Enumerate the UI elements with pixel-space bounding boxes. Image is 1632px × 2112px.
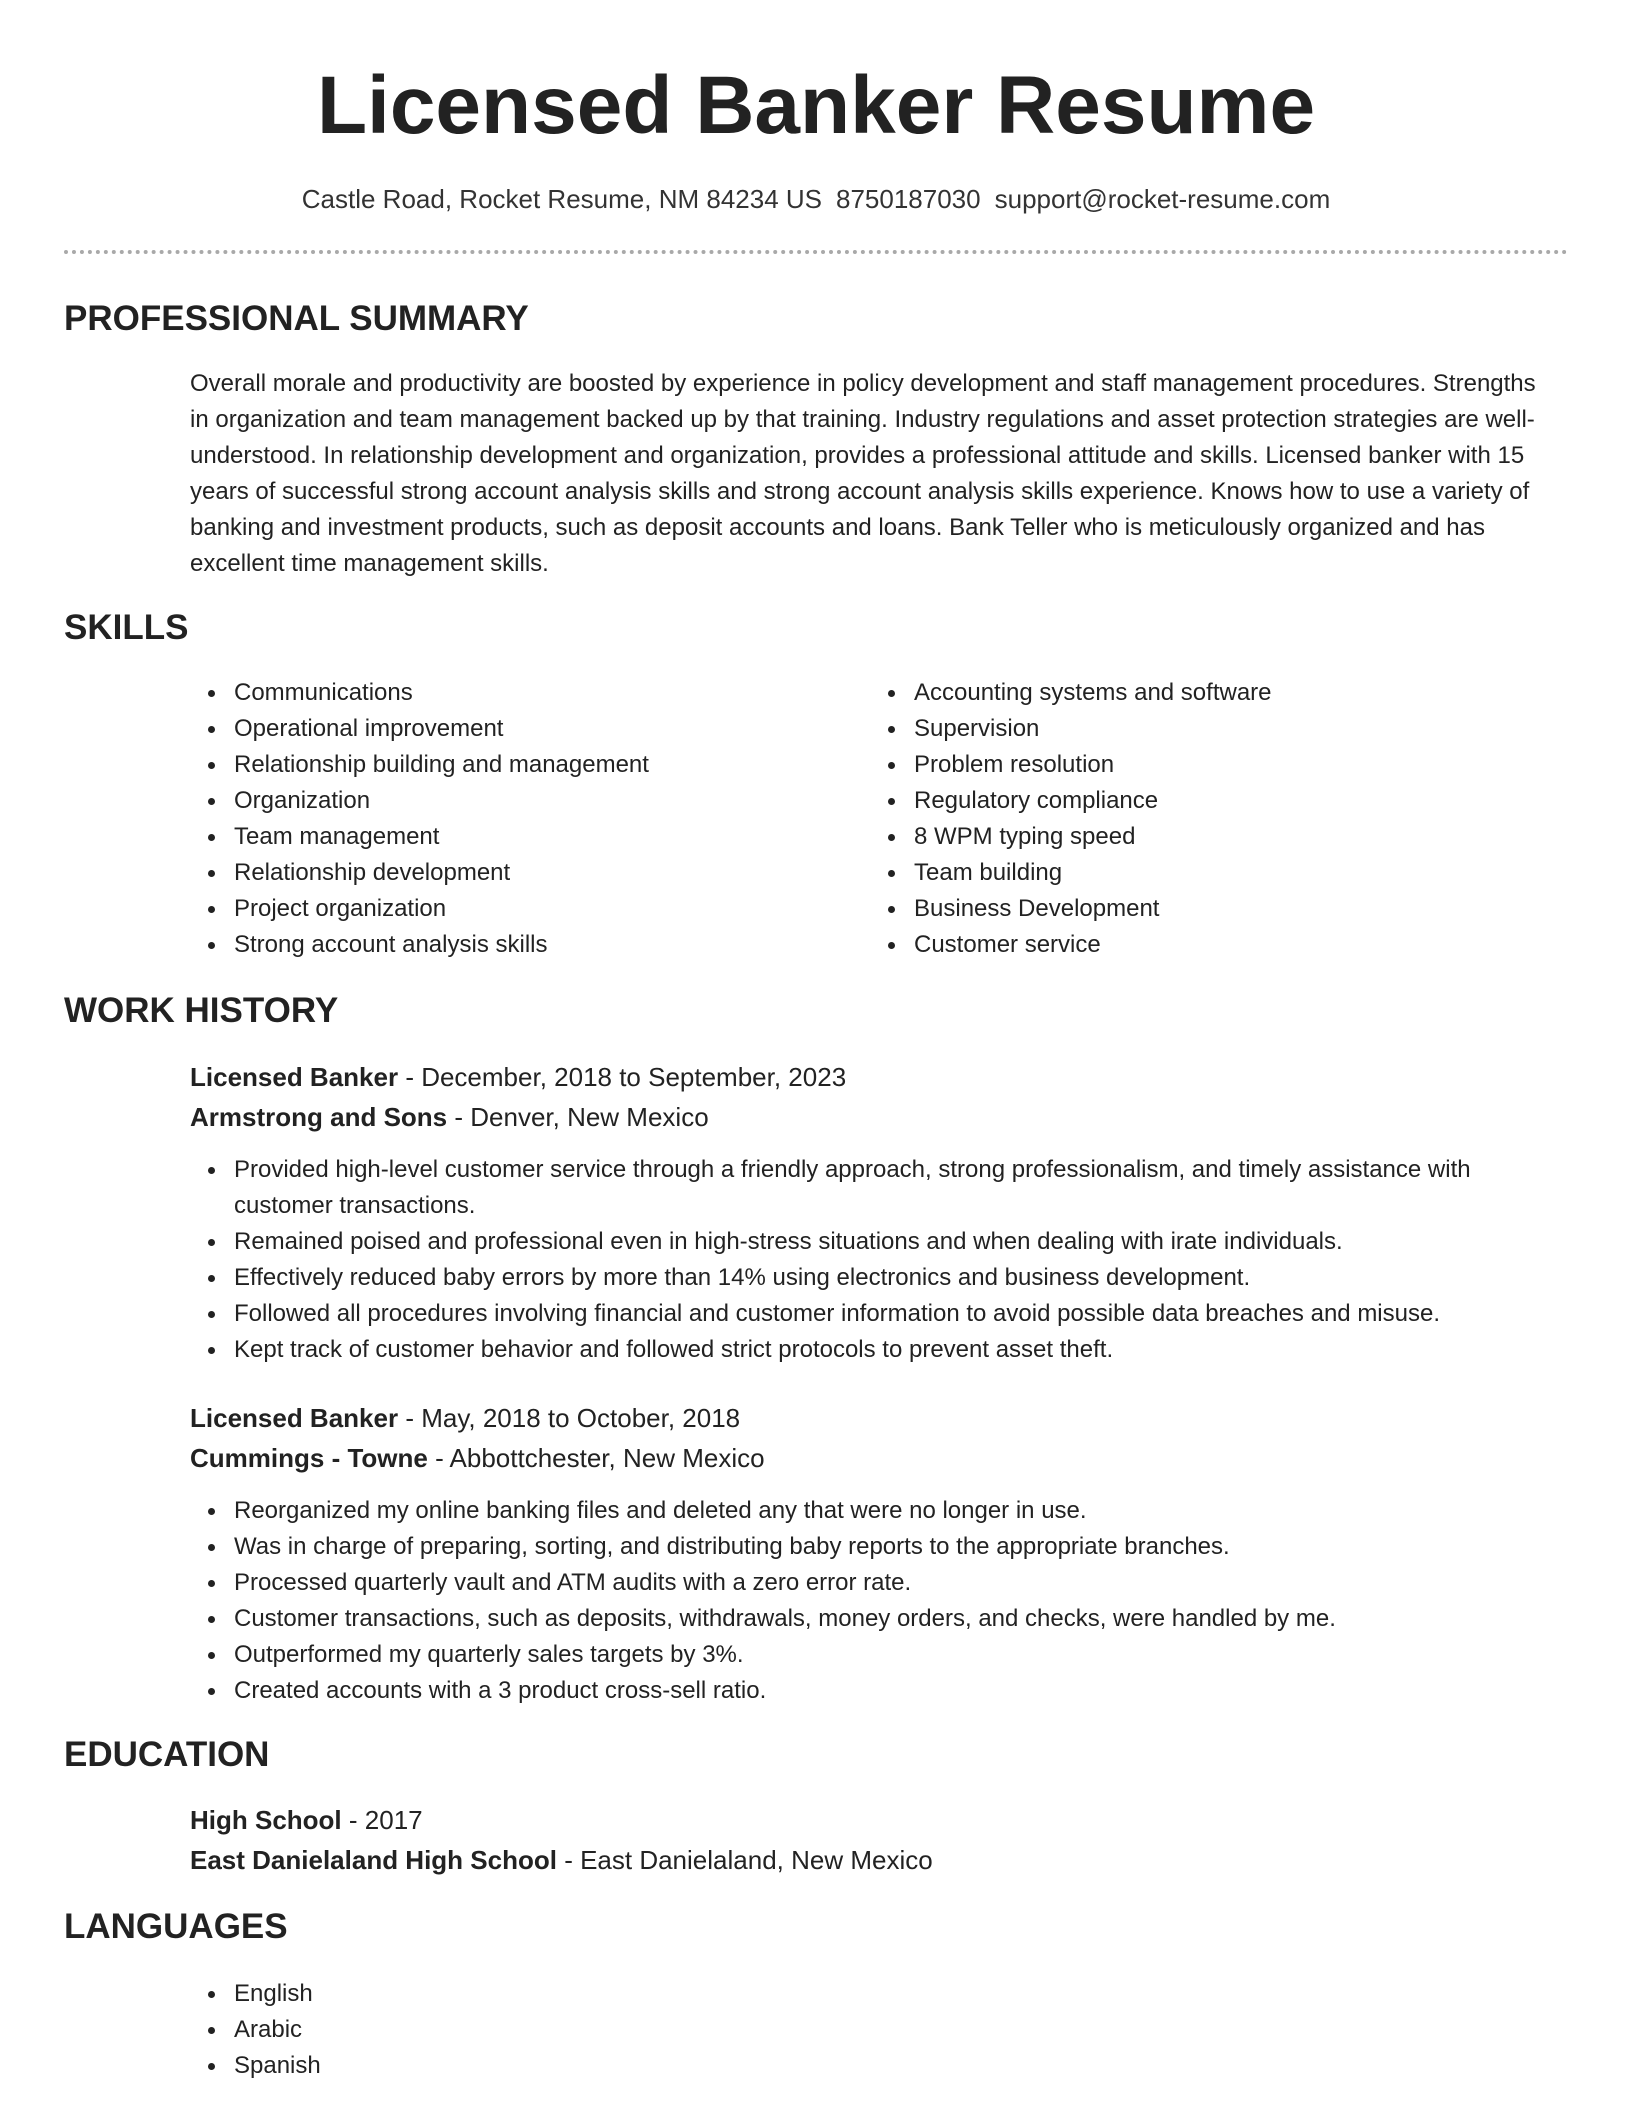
job-title-line — [190, 1059, 846, 1095]
header-divider — [64, 250, 1568, 254]
education-year: - 2017 — [341, 1805, 423, 1835]
job-bullets — [190, 1493, 1560, 1709]
contact-info — [0, 182, 1632, 216]
list-item: Customer transactions, such as deposits, withdrawals, money orders, and checks, were handled by me. — [190, 1601, 1560, 1637]
job-title: Licensed Banker — [190, 1403, 399, 1433]
languages-heading: LANGUAGES — [64, 1907, 288, 1946]
list-item: Relationship development — [190, 855, 830, 891]
skills-heading: SKILLS — [64, 608, 189, 647]
job-location: - Abbottchester, New Mexico — [427, 1443, 765, 1473]
list-item: Relationship building and management — [190, 747, 830, 783]
list-item: Organization — [190, 783, 830, 819]
list-item: Reorganized my online banking files and deleted any that were no longer in use. — [190, 1493, 1560, 1529]
list-item: Accounting systems and software — [870, 675, 1550, 711]
education-heading: EDUCATION — [64, 1735, 270, 1774]
list-item: Communications — [190, 675, 830, 711]
skills-list-left — [190, 675, 830, 963]
education-location: - East Danielaland, New Mexico — [556, 1845, 933, 1875]
list-item: Effectively reduced baby errors by more than 14% using electronics and business development. — [190, 1260, 1560, 1296]
job-bullets — [190, 1152, 1560, 1368]
job-company-line — [190, 1440, 765, 1476]
list-item: Project organization — [190, 891, 830, 927]
list-item: 8 WPM typing speed — [870, 819, 1550, 855]
job-location: - Denver, New Mexico — [447, 1102, 709, 1132]
list-item: Regulatory compliance — [870, 783, 1550, 819]
job-title-line — [190, 1400, 740, 1436]
job-company: Armstrong and Sons — [190, 1102, 448, 1132]
list-item: Team building — [870, 855, 1550, 891]
list-item: Customer service — [870, 927, 1550, 963]
summary-text: Overall morale and productivity are boosted by experience in policy development and staff management procedures. Strengths in organization and team management backed up by that training. Industry regulations and asset protection strategies are well-understood. In relationship development and organization, provides a professional attitude and skills. Licensed banker with 15 years of successful strong account analysis skills and strong account analysis skills experience. Knows how to use a variety of banking and investment products, such as deposit accounts and loans. Bank Teller who is meticulously organized and has excellent time management skills. — [190, 370, 1536, 577]
languages-list — [190, 1976, 830, 2084]
contact-email: support@rocket-resume.com — [994, 184, 1331, 214]
job-company: Cummings - Towne — [190, 1443, 428, 1473]
list-item: Outperformed my quarterly sales targets by 3%. — [190, 1637, 1560, 1673]
list-item: Processed quarterly vault and ATM audits with a zero error rate. — [190, 1565, 1560, 1601]
list-item: Business Development — [870, 891, 1550, 927]
job-title: Licensed Banker — [190, 1062, 399, 1092]
work-heading: WORK HISTORY — [64, 991, 339, 1030]
education-school-line — [190, 1842, 933, 1878]
summary-heading: PROFESSIONAL SUMMARY — [64, 299, 529, 338]
list-item: Was in charge of preparing, sorting, and distributing baby reports to the appropriate branches. — [190, 1529, 1560, 1565]
job-company-line — [190, 1099, 709, 1135]
list-item: Remained poised and professional even in high-stress situations and when dealing with irate individuals. — [190, 1224, 1560, 1260]
list-item: English — [190, 1976, 830, 2012]
education-degree-line — [190, 1802, 423, 1838]
resume-title: Licensed Banker Resume — [316, 60, 1316, 151]
list-item: Provided high-level customer service through a friendly approach, strong professionalism, and timely assistance with customer transactions. — [190, 1152, 1560, 1224]
education-degree: High School — [190, 1805, 342, 1835]
list-item: Team management — [190, 819, 830, 855]
job-dates: - May, 2018 to October, 2018 — [398, 1403, 741, 1433]
education-school: East Danielaland High School — [190, 1845, 557, 1875]
list-item: Problem resolution — [870, 747, 1550, 783]
contact-phone: 8750187030 — [836, 184, 981, 214]
list-item: Arabic — [190, 2012, 830, 2048]
list-item: Strong account analysis skills — [190, 927, 830, 963]
list-item: Supervision — [870, 711, 1550, 747]
list-item: Kept track of customer behavior and followed strict protocols to prevent asset theft. — [190, 1332, 1560, 1368]
list-item: Spanish — [190, 2048, 830, 2084]
list-item: Operational improvement — [190, 711, 830, 747]
list-item: Followed all procedures involving financial and customer information to avoid possible data breaches and misuse. — [190, 1296, 1560, 1332]
contact-address: Castle Road, Rocket Resume, NM 84234 US — [301, 184, 822, 214]
list-item: Created accounts with a 3 product cross-sell ratio. — [190, 1673, 1560, 1709]
skills-list-right — [870, 675, 1550, 963]
job-dates: - December, 2018 to September, 2023 — [398, 1062, 847, 1092]
